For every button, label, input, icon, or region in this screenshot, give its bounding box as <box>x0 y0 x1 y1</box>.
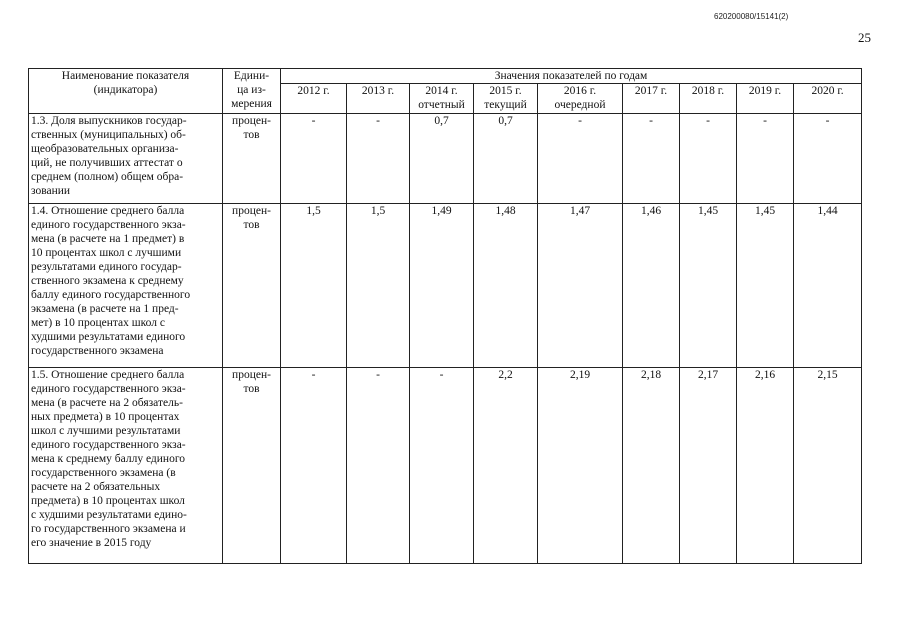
year-label: 2019 г. <box>748 85 782 97</box>
value-cell: 2,16 <box>737 368 794 564</box>
col-header-unit <box>223 69 281 114</box>
value-cell: 2,2 <box>474 368 538 564</box>
year-label: 2017 г. <box>634 85 668 97</box>
indicator-name-line: зовании <box>31 185 71 197</box>
indicator-name-line: единого государственного экза- <box>31 439 186 451</box>
value-cell: - <box>680 114 737 204</box>
indicator-name-line: го государственного экзамена и <box>31 523 186 535</box>
value-cell: 1,44 <box>794 204 862 368</box>
value-cell: 2,19 <box>538 368 623 564</box>
indicator-name-line: ственных (муниципальных) об- <box>31 129 186 141</box>
value-cell: 1,48 <box>474 204 538 368</box>
indicator-name-line: 1.5. Отношение среднего балла <box>31 369 185 381</box>
indicator-name-line: государственного экзамена <box>31 345 164 357</box>
indicator-name <box>29 114 223 204</box>
indicator-name-line: единого государственного экза- <box>31 383 186 395</box>
value-cell: - <box>281 114 347 204</box>
indicator-name-line: ных предмета) в 10 процентах <box>31 411 180 423</box>
year-label: 2015 г. <box>489 85 522 97</box>
indicator-name-line: мена к среднему баллу единого <box>31 453 185 465</box>
indicator-name <box>29 368 223 564</box>
indicator-name-line: мена (в расчете на 2 обязатель- <box>31 397 183 409</box>
year-label: 2020 г. <box>811 85 844 97</box>
indicator-unit-line: процен- <box>232 205 271 217</box>
indicator-name-line: мет) в 10 процентах школ с <box>31 317 165 329</box>
year-label: 2016 г. <box>563 85 597 97</box>
value-cell: - <box>281 368 347 564</box>
value-cell: 1,45 <box>737 204 794 368</box>
indicator-unit <box>223 204 281 368</box>
indicator-name-line: ственного экзамена к среднему <box>31 275 184 287</box>
value-cell: 1,47 <box>538 204 623 368</box>
value-cell: 0,7 <box>410 114 474 204</box>
year-header <box>794 84 862 114</box>
year-note: очередной <box>554 99 606 111</box>
year-label: 2018 г. <box>691 85 725 97</box>
value-cell: - <box>623 114 680 204</box>
value-cell: - <box>794 114 862 204</box>
col-header-unit-line: Едини- <box>233 70 270 82</box>
value-cell: 0,7 <box>474 114 538 204</box>
year-note: текущий <box>484 99 527 111</box>
value-cell: 2,17 <box>680 368 737 564</box>
col-header-name-line: (индикатора) <box>93 84 158 96</box>
indicator-name-line: щеобразовательных организа- <box>31 143 179 155</box>
value-cell: 1,46 <box>623 204 680 368</box>
value-cell: 2,18 <box>623 368 680 564</box>
indicator-unit-line: тов <box>243 383 260 395</box>
year-header <box>281 84 347 114</box>
indicator-unit-line: процен- <box>232 369 271 381</box>
year-note: отчетный <box>418 99 465 111</box>
year-header <box>538 84 623 114</box>
indicator-name <box>29 204 223 368</box>
year-label: 2012 г. <box>297 85 330 97</box>
indicator-unit <box>223 114 281 204</box>
year-header <box>680 84 737 114</box>
indicator-name-line: расчете на 2 обязательных <box>31 481 161 493</box>
value-cell: 1,45 <box>680 204 737 368</box>
year-header <box>737 84 794 114</box>
indicator-name-line: школ с лучшими результатами <box>31 425 181 437</box>
indicator-name-line: с худшими результатами едино- <box>31 509 187 521</box>
table-row <box>29 368 862 564</box>
value-cell: 1,5 <box>281 204 347 368</box>
indicator-name-line: баллу единого государственного <box>31 289 191 301</box>
col-header-unit-line: ца из- <box>237 84 266 96</box>
indicator-name-line: ций, не получивших аттестат о <box>31 157 183 169</box>
year-header <box>474 84 538 114</box>
indicator-name-line: предмета) в 10 процентах школ <box>31 495 185 507</box>
value-cell: - <box>347 368 410 564</box>
indicator-name-line: худшими результатами единого <box>31 331 186 343</box>
value-cell: 1,5 <box>347 204 410 368</box>
col-header-name-line: Наименование показателя <box>61 70 190 82</box>
col-header-name <box>29 69 223 114</box>
indicator-name-line: мена (в расчете на 1 предмет) в <box>31 233 185 245</box>
value-cell: 1,49 <box>410 204 474 368</box>
value-cell: - <box>737 114 794 204</box>
indicator-name-line: его значение в 2015 году <box>31 537 152 549</box>
document-code: 620200080/15141(2) <box>714 12 789 21</box>
indicator-name-line: экзамена (в расчете на 1 пред- <box>31 303 179 315</box>
year-label: 2013 г. <box>361 85 395 97</box>
indicator-name-line: единого государственного экза- <box>31 219 186 231</box>
table-row <box>29 204 862 368</box>
indicator-name-line: государственного экзамена (в <box>31 467 176 479</box>
value-cell: - <box>347 114 410 204</box>
col-header-unit-line: мерения <box>231 98 272 110</box>
indicator-unit-line: процен- <box>232 115 271 127</box>
indicators-table <box>28 68 862 564</box>
indicator-name-line: 10 процентах школ с лучшими <box>31 247 182 259</box>
year-header <box>623 84 680 114</box>
indicator-name-line: среднем (полном) общем обра- <box>31 171 184 183</box>
value-cell: 2,15 <box>794 368 862 564</box>
year-label: 2014 г. <box>425 85 458 97</box>
page-number: 25 <box>858 30 871 45</box>
value-cell: - <box>410 368 474 564</box>
year-header <box>347 84 410 114</box>
header-row-1 <box>29 69 862 84</box>
indicator-name-line: 1.4. Отношение среднего балла <box>31 205 185 217</box>
indicator-unit-line: тов <box>243 129 260 141</box>
year-header <box>410 84 474 114</box>
table-row <box>29 114 862 204</box>
indicator-unit <box>223 368 281 564</box>
value-cell: - <box>538 114 623 204</box>
values-group-header: Значения показателей по годам <box>281 69 862 84</box>
indicator-name-line: 1.3. Доля выпускников государ- <box>31 115 187 127</box>
indicator-unit-line: тов <box>243 219 260 231</box>
indicator-name-line: результатами единого государ- <box>31 261 182 273</box>
